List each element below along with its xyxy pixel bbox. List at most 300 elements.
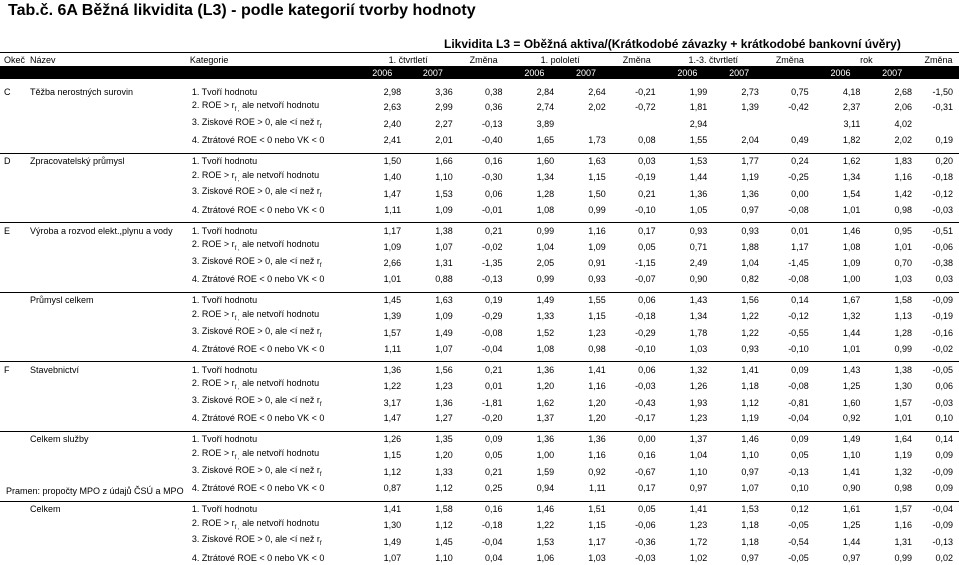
value-cell: -0,51	[918, 223, 959, 239]
value-cell: 1,16	[894, 171, 913, 182]
value-cell: 1,41	[842, 467, 861, 478]
value-cell: 2,68	[894, 86, 913, 97]
year-cell: 2006	[509, 67, 561, 80]
table-row	[0, 431, 959, 447]
value-cell: 1,63	[407, 292, 459, 308]
value-cell: 1,32	[662, 362, 714, 378]
value-cell: 1,78	[689, 327, 708, 338]
value-cell: 1,09	[435, 311, 453, 322]
value-cell: -0,25	[788, 171, 809, 182]
category-label: 3. Ziskové ROE > 0, ale <í než $r_f$	[191, 255, 322, 269]
value-cell: 0,99	[894, 552, 913, 563]
value-cell: 0,99	[894, 343, 913, 354]
table-row	[0, 325, 959, 342]
value-cell: 2,01	[435, 135, 453, 146]
value-cell: 0,10	[935, 413, 953, 424]
value-cell: 1,58	[866, 292, 918, 308]
value-cell: -0,09	[932, 519, 953, 530]
value-cell: 1,39	[383, 311, 402, 322]
value-cell: 1,36	[741, 188, 759, 199]
value-cell: 1,62	[536, 397, 555, 408]
value-cell: 2,04	[741, 135, 759, 146]
value-cell: 0,06	[484, 188, 503, 199]
value-cell: 1,36	[357, 362, 407, 378]
value-cell: 1,62	[815, 153, 867, 169]
value-cell: 0,24	[765, 153, 815, 169]
value-cell: -0,05	[788, 519, 809, 530]
value-cell: 1,44	[689, 171, 708, 182]
value-cell: 1,57	[866, 501, 918, 517]
value-cell: 0,01	[484, 380, 503, 391]
value-cell: 1,59	[536, 467, 555, 478]
value-cell: 1,28	[894, 327, 913, 338]
value-cell: 1,51	[560, 501, 612, 517]
value-cell: 1,10	[435, 171, 453, 182]
value-cell: -0,05	[788, 552, 809, 563]
value-cell: 1,43	[815, 362, 867, 378]
category-label: 3. Ziskové ROE > 0, ale <í než $r_f$	[191, 464, 322, 478]
value-cell: 1,33	[536, 311, 555, 322]
value-cell: -0,04	[482, 536, 503, 547]
value-cell: -0,19	[635, 171, 656, 182]
value-cell: -0,03	[635, 380, 656, 391]
value-cell: 0,05	[638, 241, 656, 252]
value-cell: 1,38	[407, 223, 459, 239]
value-cell: 1,11	[384, 204, 402, 215]
value-cell: 0,88	[435, 274, 453, 285]
value-cell: 0,90	[689, 274, 708, 285]
value-cell: -1,15	[635, 258, 656, 269]
value-cell: 1,23	[689, 519, 708, 530]
table-row	[0, 447, 959, 464]
value-cell: -0,03	[635, 552, 656, 563]
value-cell: 0,97	[741, 204, 759, 215]
value-cell: 1,36	[689, 188, 708, 199]
value-cell: 1,17	[357, 223, 407, 239]
value-cell: 1,34	[842, 171, 861, 182]
value-cell: 1,19	[894, 450, 913, 461]
category-label: 2. ROE > $r_{f ,}$ ale netvoří hodnotu	[191, 378, 320, 392]
table-row	[0, 99, 959, 116]
value-cell: 1,09	[842, 258, 861, 269]
value-cell: 1,35	[407, 431, 459, 447]
value-cell: 1,67	[815, 292, 867, 308]
header-h1: 1. pololetí	[509, 53, 612, 67]
value-cell: 1,03	[894, 274, 913, 285]
value-cell: -0,12	[932, 188, 953, 199]
table-row	[0, 394, 959, 411]
value-cell: 0,98	[894, 204, 913, 215]
value-cell: 0,97	[689, 483, 708, 494]
header-kategorie: Kategorie	[188, 53, 358, 67]
value-cell: 1,37	[536, 413, 555, 424]
value-cell: 1,36	[560, 431, 612, 447]
value-cell: 0,00	[791, 188, 809, 199]
value-cell: 1,22	[383, 380, 402, 391]
table-row	[0, 153, 959, 169]
value-cell: 1,49	[509, 292, 561, 308]
value-cell: 1,16	[588, 450, 606, 461]
value-cell: 1,02	[689, 552, 708, 563]
value-cell: 0,92	[842, 413, 861, 424]
value-cell: 1,20	[588, 413, 606, 424]
value-cell: 1,15	[588, 519, 606, 530]
value-cell: -0,67	[635, 467, 656, 478]
value-cell: 0,06	[612, 362, 662, 378]
category-label: 1. Tvoří hodnotu	[188, 153, 358, 169]
value-cell: 1,93	[689, 397, 708, 408]
value-cell: 1,10	[435, 552, 453, 563]
table-row	[0, 116, 959, 133]
value-cell: -0,36	[635, 536, 656, 547]
value-cell: 1,03	[588, 552, 606, 563]
value-cell: 1,50	[588, 188, 606, 199]
value-cell: 1,03	[689, 343, 708, 354]
value-cell: 2,74	[536, 102, 555, 113]
value-cell	[612, 116, 662, 133]
value-cell: 1,30	[894, 380, 913, 391]
value-cell: -0,42	[788, 102, 809, 113]
value-cell: 1,08	[536, 204, 555, 215]
value-cell: 0,38	[484, 86, 503, 97]
table-row	[0, 133, 959, 148]
value-cell	[713, 116, 765, 133]
value-cell: 0,16	[459, 501, 509, 517]
value-cell: -0,04	[788, 413, 809, 424]
value-cell: 1,65	[536, 135, 555, 146]
value-cell: 0,75	[791, 86, 809, 97]
value-cell: 1,88	[741, 241, 759, 252]
table-row	[0, 550, 959, 565]
year-cell: 2007	[713, 67, 765, 80]
value-cell: -0,21	[635, 86, 656, 97]
value-cell: 1,41	[662, 501, 714, 517]
table-row	[0, 362, 959, 378]
category-label: 3. Ziskové ROE > 0, ale <í než $r_f$	[191, 395, 322, 408]
value-cell: 0,93	[713, 223, 765, 239]
value-cell: 1,09	[435, 204, 453, 215]
category-label: 2. ROE > $r_{f ,}$ ale netvoří hodnotu	[191, 447, 320, 461]
sector-name: Celkem	[28, 501, 188, 517]
value-cell: 1,30	[383, 519, 402, 530]
value-cell: -0,55	[788, 327, 809, 338]
value-cell: 1,60	[842, 397, 861, 408]
value-cell: 1,46	[815, 223, 867, 239]
category-label: 2. ROE > $r_{f ,}$ ale netvoří hodnotu	[191, 169, 320, 183]
table-row	[0, 308, 959, 325]
value-cell: 1,13	[894, 311, 913, 322]
table-row	[0, 501, 959, 517]
value-cell: 1,04	[536, 241, 555, 252]
value-cell: 1,53	[662, 153, 714, 169]
value-cell: 1,38	[866, 362, 918, 378]
value-cell: -0,31	[932, 102, 953, 113]
value-cell: 1,43	[662, 292, 714, 308]
value-cell: 2,06	[894, 102, 913, 113]
value-cell: -1,50	[932, 86, 953, 97]
year-cell: 2006	[815, 67, 867, 80]
value-cell: 1,08	[536, 343, 555, 354]
value-cell: 1,04	[689, 450, 708, 461]
value-cell: 2,66	[383, 258, 402, 269]
value-cell: -0,13	[482, 274, 503, 285]
value-cell: 1,01	[894, 413, 913, 424]
category-label: 2. ROE > $r_{f ,}$ ale netvoří hodnotu	[191, 100, 320, 113]
value-cell: 1,46	[713, 431, 765, 447]
value-cell: 1,19	[741, 171, 759, 182]
value-cell: 1,56	[407, 362, 459, 378]
year-cell: 2007	[407, 67, 459, 80]
value-cell: 1,36	[509, 431, 561, 447]
value-cell: 0,09	[459, 431, 509, 447]
value-cell: 1,23	[689, 413, 708, 424]
value-cell: 1,26	[357, 431, 407, 447]
value-cell: -0,10	[635, 343, 656, 354]
value-cell: 0,71	[689, 241, 708, 252]
value-cell: -0,72	[635, 102, 656, 113]
value-cell: 0,17	[638, 483, 656, 494]
category-label: 3. Ziskové ROE > 0, ale <í než $r_f$	[191, 116, 322, 130]
header-change-year: Změna	[918, 53, 959, 67]
value-cell: 3,89	[536, 119, 555, 130]
okec-code: E	[0, 223, 28, 239]
value-cell: 1,07	[435, 241, 453, 252]
value-cell: 1,23	[435, 380, 453, 391]
value-cell: 1,47	[383, 413, 402, 424]
value-cell: 1,55	[689, 135, 708, 146]
year-header-row	[0, 67, 959, 80]
value-cell: 1,15	[383, 450, 402, 461]
value-cell: 1,40	[383, 171, 402, 182]
value-cell: 0,21	[459, 223, 509, 239]
year-cell: 2007	[866, 67, 918, 80]
value-cell: 2,99	[435, 102, 453, 113]
value-cell: -0,10	[788, 343, 809, 354]
value-cell: -0,43	[635, 397, 656, 408]
value-cell: -0,05	[918, 362, 959, 378]
value-cell: 2,64	[588, 86, 606, 97]
value-cell: -1,35	[482, 258, 503, 269]
value-cell: -0,08	[788, 274, 809, 285]
category-label: 4. Ztrátové ROE < 0 nebo VK < 0	[191, 413, 325, 424]
value-cell: 2,40	[383, 119, 402, 130]
okec-code	[0, 501, 28, 517]
header-change-h1: Změna	[612, 53, 662, 67]
year-cell: 2007	[560, 67, 612, 80]
value-cell: -0,18	[932, 171, 953, 182]
value-cell: 1,20	[588, 397, 606, 408]
value-cell: 1,04	[741, 258, 759, 269]
table-row	[0, 185, 959, 202]
table-row	[0, 84, 959, 99]
value-cell: -0,09	[918, 292, 959, 308]
table-title: Tab.č. 6A Běžná likvidita (L3) - podle kategorií tvorby hodnoty	[8, 2, 476, 19]
value-cell: 1,09	[588, 241, 606, 252]
value-cell: 1,28	[536, 188, 555, 199]
value-cell: 1,10	[842, 450, 861, 461]
table-row	[0, 255, 959, 272]
value-cell: 1,57	[894, 397, 913, 408]
year-cell: 2006	[662, 67, 714, 80]
value-cell: 3,36	[435, 86, 453, 97]
category-label: 1. Tvoří hodnotu	[191, 86, 258, 97]
value-cell: 0,99	[536, 274, 555, 285]
value-cell: -1,45	[788, 258, 809, 269]
sector-name: Zpracovatelský průmysl	[28, 153, 188, 169]
category-label: 3. Ziskové ROE > 0, ale <í než $r_f$	[191, 325, 322, 339]
category-label: 4. Ztrátové ROE < 0 nebo VK < 0	[191, 483, 325, 494]
value-cell: 1,01	[894, 241, 913, 252]
value-cell: 0,98	[894, 483, 913, 494]
value-cell: 1,64	[866, 431, 918, 447]
value-cell: 0,16	[459, 153, 509, 169]
value-cell: 1,37	[662, 431, 714, 447]
value-cell: 1,44	[842, 536, 861, 547]
value-cell: 1,12	[435, 519, 453, 530]
value-cell: 0,08	[638, 135, 656, 146]
value-cell: -0,18	[482, 519, 503, 530]
value-cell: 1,44	[842, 327, 861, 338]
value-cell: 1,50	[357, 153, 407, 169]
value-cell: 1,01	[842, 343, 861, 354]
value-cell: 1,08	[842, 241, 861, 252]
value-cell: -0,08	[788, 380, 809, 391]
category-label: 1. Tvoří hodnotu	[188, 223, 358, 239]
value-cell: 1,17	[588, 536, 606, 547]
okec-code	[0, 431, 28, 447]
value-cell: 1,25	[842, 380, 861, 391]
value-cell: 0,04	[484, 552, 503, 563]
value-cell: 3,11	[843, 119, 861, 130]
value-cell: 1,09	[383, 241, 402, 252]
value-cell: 0,05	[484, 450, 503, 461]
header-okec: Okeč	[0, 53, 28, 67]
value-cell: 2,49	[689, 258, 708, 269]
value-cell: 1,36	[509, 362, 561, 378]
value-cell: 0,03	[935, 274, 953, 285]
value-cell: 1,20	[435, 450, 453, 461]
value-cell: -0,02	[932, 343, 953, 354]
header-change-q1: Změna	[459, 53, 509, 67]
value-cell: 0,82	[741, 274, 759, 285]
value-cell: 1,22	[741, 327, 759, 338]
value-cell: 0,01	[765, 223, 815, 239]
value-cell: 1,01	[842, 204, 861, 215]
category-label: 2. ROE > $r_{f ,}$ ale netvoří hodnotu	[191, 308, 320, 322]
value-cell: -0,07	[635, 274, 656, 285]
value-cell: -0,02	[482, 241, 503, 252]
value-cell: 1,20	[536, 380, 555, 391]
category-label: 4. Ztrátové ROE < 0 nebo VK < 0	[191, 552, 325, 563]
value-cell: 1,18	[741, 536, 759, 547]
value-cell: 3,17	[383, 397, 402, 408]
value-cell: 1,06	[536, 552, 555, 563]
value-cell: 1,81	[689, 102, 708, 113]
value-cell: -0,13	[482, 119, 503, 130]
value-cell: 1,19	[741, 413, 759, 424]
value-cell: -0,13	[932, 536, 953, 547]
value-cell: 1,01	[383, 274, 402, 285]
value-cell: -0,54	[788, 536, 809, 547]
value-cell: -0,19	[932, 311, 953, 322]
category-label: 2. ROE > $r_{f ,}$ ale netvoří hodnotu	[191, 239, 320, 252]
value-cell: 0,21	[459, 362, 509, 378]
value-cell: 1,34	[536, 171, 555, 182]
category-label: 4. Ztrátové ROE < 0 nebo VK < 0	[191, 204, 325, 215]
value-cell: 1,53	[713, 501, 765, 517]
category-label: 3. Ziskové ROE > 0, ale <í než $r_f$	[191, 186, 322, 200]
value-cell: -0,10	[635, 204, 656, 215]
table-row	[0, 169, 959, 186]
value-cell: 1,05	[689, 204, 708, 215]
value-cell: 1,83	[866, 153, 918, 169]
value-cell: 1,60	[509, 153, 561, 169]
source-note: Pramen: propočty MPO z údajů ČSÚ a MPO	[6, 486, 184, 496]
value-cell: 0,10	[791, 483, 809, 494]
value-cell: 1,56	[713, 292, 765, 308]
value-cell: 1,15	[588, 311, 606, 322]
value-cell: 0,93	[741, 343, 759, 354]
table-row	[0, 223, 959, 239]
value-cell: 1,32	[842, 311, 861, 322]
value-cell: 0,97	[741, 552, 759, 563]
category-label: 1. Tvoří hodnotu	[188, 431, 358, 447]
value-cell: 4,02	[894, 119, 913, 130]
value-cell: -0,38	[932, 258, 953, 269]
value-cell: 2,84	[536, 86, 555, 97]
value-cell: 1,82	[842, 135, 861, 146]
okec-code: F	[0, 362, 28, 378]
category-label: 3. Ziskové ROE > 0, ale <í než $r_f$	[191, 534, 322, 548]
value-cell: -0,40	[482, 135, 503, 146]
value-cell: 0,14	[765, 292, 815, 308]
value-cell: 1,16	[894, 519, 913, 530]
value-cell: 0,21	[484, 467, 503, 478]
table-row	[0, 517, 959, 534]
table-row	[0, 292, 959, 308]
value-cell: 2,41	[383, 135, 402, 146]
value-cell: 2,94	[689, 119, 708, 130]
year-cell: 2006	[357, 67, 407, 80]
value-cell: 1,47	[383, 188, 402, 199]
value-cell: 1,45	[357, 292, 407, 308]
value-cell: 1,99	[689, 86, 708, 97]
value-cell: 1,61	[815, 501, 867, 517]
value-cell: 0,99	[588, 204, 606, 215]
table-row	[0, 464, 959, 481]
value-cell: -0,04	[918, 501, 959, 517]
value-cell: 1,49	[815, 431, 867, 447]
value-cell: 1,39	[741, 102, 759, 113]
value-cell: 0,25	[484, 483, 503, 494]
value-cell: -0,08	[788, 204, 809, 215]
value-cell: 1,63	[560, 153, 612, 169]
value-cell: 2,73	[741, 86, 759, 97]
value-cell: 1,41	[357, 501, 407, 517]
value-cell: 1,07	[741, 483, 759, 494]
category-label: 1. Tvoří hodnotu	[188, 292, 358, 308]
value-cell: 1,16	[560, 223, 612, 239]
value-cell: 1,00	[842, 274, 861, 285]
value-cell: 0,91	[588, 258, 606, 269]
value-cell: 1,18	[741, 380, 759, 391]
value-cell: 1,33	[435, 467, 453, 478]
value-cell: -0,20	[482, 413, 503, 424]
table-row	[0, 533, 959, 550]
category-label: 1. Tvoří hodnotu	[188, 362, 358, 378]
value-cell: 1,12	[741, 397, 759, 408]
value-cell: 4,18	[842, 86, 861, 97]
